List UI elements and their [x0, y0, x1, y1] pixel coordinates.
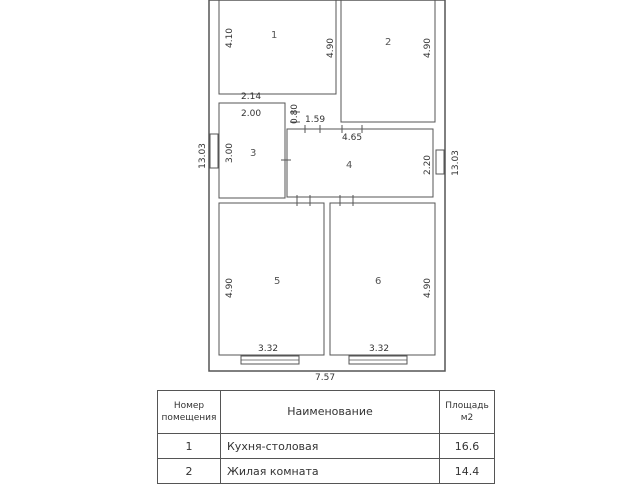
door-marks	[281, 112, 362, 206]
room-number-4: 4	[346, 160, 353, 171]
room-number-1: 1	[271, 30, 278, 41]
room-1	[219, 0, 336, 94]
dim-room3-width: 2.00	[241, 109, 262, 119]
window-right	[436, 150, 444, 174]
dim-room6-height: 4.90	[423, 277, 433, 299]
dim-214: 2.14	[241, 92, 262, 102]
table-header-row	[158, 391, 495, 434]
room-6	[330, 203, 435, 355]
room-number-2: 2	[385, 37, 392, 48]
dim-room4-width: 4.65	[342, 133, 363, 143]
dim-room6-width: 3.32	[369, 344, 390, 354]
dim-room5-width: 3.32	[258, 344, 279, 354]
rooms-table	[157, 390, 495, 484]
dim-080: 0.80	[290, 103, 300, 125]
dim-room4-height: 2.20	[423, 154, 433, 176]
dim-room1-width: 4.90	[326, 37, 336, 59]
dim-159: 1.59	[305, 115, 326, 125]
room-number-5: 5	[274, 276, 281, 287]
dim-room2-width: 4.90	[423, 37, 433, 59]
row-name: Кухня-столовая	[221, 434, 440, 459]
header-name: Наименование	[221, 391, 440, 434]
dim-total-height-right: 13.03	[451, 150, 461, 176]
row-number: 1	[158, 434, 221, 459]
dim-room5-height: 4.90	[225, 277, 235, 299]
header-area: Площадь м2	[440, 391, 495, 434]
room-2	[341, 0, 435, 122]
dim-room1-height: 4.10	[225, 27, 235, 49]
room-number-6: 6	[375, 276, 382, 287]
room-number-3: 3	[250, 148, 257, 159]
header-number: Номер помещения	[158, 391, 221, 434]
row-name: Жилая комната	[221, 459, 440, 484]
dim-room3-height: 3.00	[225, 142, 235, 164]
dim-total-height-left: 13.03	[198, 143, 208, 169]
window-left	[210, 134, 218, 168]
row-area: 16.6	[440, 434, 495, 459]
row-area: 14.4	[440, 459, 495, 484]
row-number: 2	[158, 459, 221, 484]
dim-total-width: 7.57	[315, 373, 336, 383]
table-row	[158, 434, 495, 459]
